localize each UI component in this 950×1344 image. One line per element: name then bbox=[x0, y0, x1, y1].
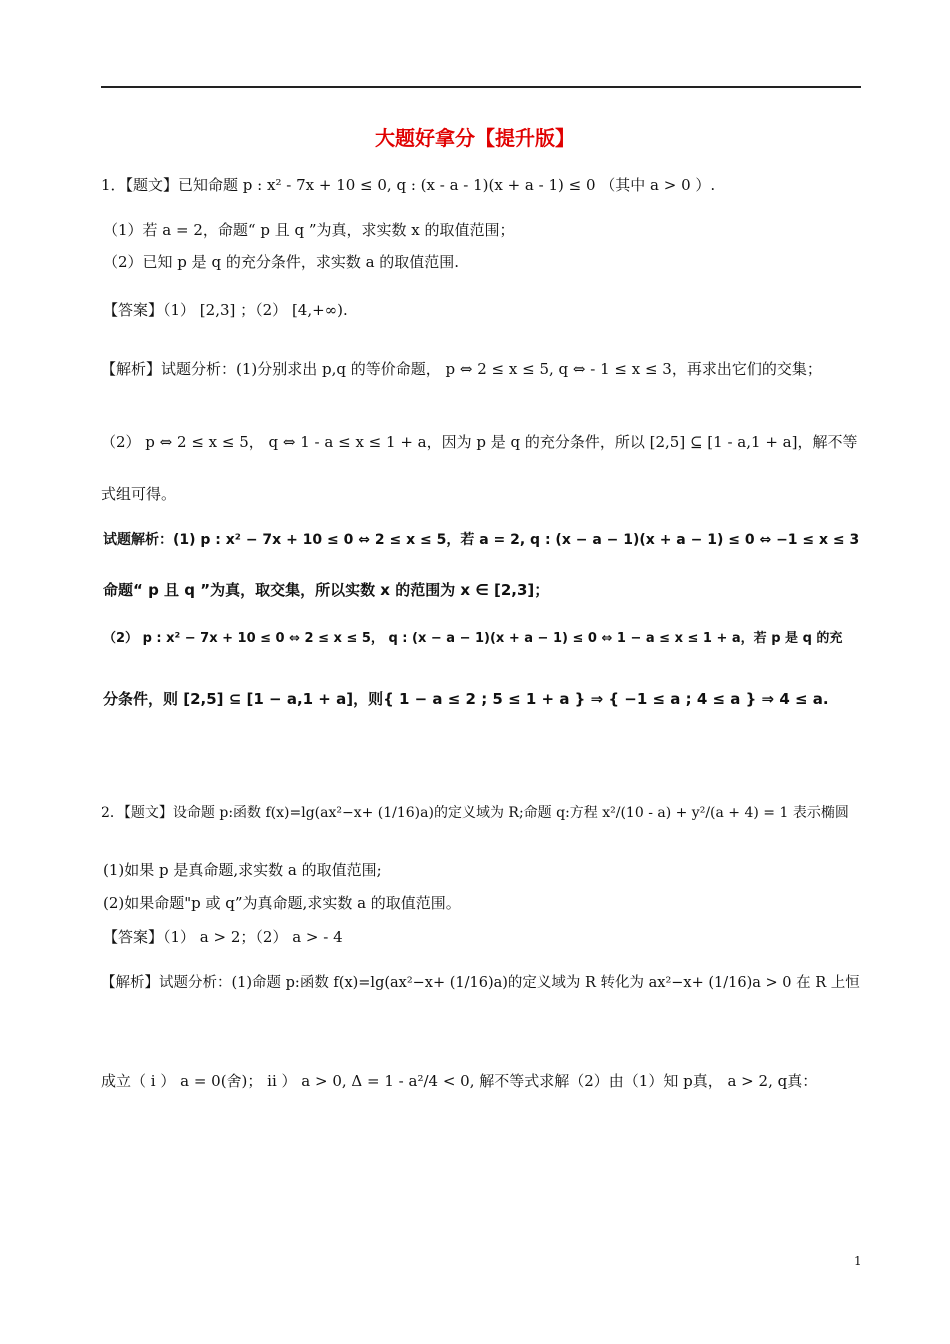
q2-part2: (2)如果命题"p 或 q”为真命题,求实数 a 的取值范围。 bbox=[103, 894, 461, 912]
q1-analysis-line1: 【解析】试题分析：(1)分别求出 p,q 的等价命题， p ⇔ 2 ≤ x ≤ 5, q ⇔ - 1 ≤ x ≤ 3，再求出它们的交集； bbox=[101, 360, 822, 378]
q2-answer: 【答案】（1） a > 2；（2） a > - 4 bbox=[103, 928, 343, 946]
q2-part1: (1)如果 p 是真命题,求实数 a 的取值范围; bbox=[103, 861, 382, 879]
q1-analysis-line2: （2） p ⇔ 2 ≤ x ≤ 5， q ⇔ 1 - a ≤ x ≤ 1 + a，因为 p 是 q 的充分条件，所以 [2,5] ⊆ [1 - a,1 + a]，解不等 bbox=[101, 433, 858, 451]
header-rule bbox=[101, 86, 861, 88]
q1-solution-line2: 命题“ p 且 q ”为真，取交集，所以实数 x 的范围为 x ∈ [2,3]； bbox=[103, 581, 550, 599]
q2-analysis-line2: 成立（ i ） a = 0(舍)； ii ） a > 0, Δ = 1 - a²/4 < 0, 解不等式求解（2）由（1）知 p真， a > 2, q真： bbox=[101, 1072, 818, 1090]
q1-analysis-line3: 式组可得。 bbox=[101, 485, 177, 503]
page-title: 大题好拿分【提升版】 bbox=[375, 126, 575, 150]
q1-solution-line3: （2） p : x² − 7x + 10 ≤ 0 ⇔ 2 ≤ x ≤ 5， q : (x − a − 1)(x + a − 1) ≤ 0 ⇔ 1 − a ≤ x ≤ 1 + a，若 p 是 q 的充 bbox=[103, 631, 843, 646]
q2-stem: 2．【题文】设命题 p:函数 f(x)=lg(ax²−x+ (1/16)a)的定义域为 R;命题 q:方程 x²/(10 - a) + y²/(a + 4) = 1 表示椭圆 bbox=[101, 805, 849, 821]
q1-part1: （1）若 a = 2，命题“ p 且 q ”为真，求实数 x 的取值范围； bbox=[103, 221, 515, 239]
page-number: 1 bbox=[854, 1254, 862, 1268]
q1-stem: 1．【题文】已知命题 p : x² - 7x + 10 ≤ 0, q : (x - a - 1)(x + a - 1) ≤ 0 （其中 a > 0 ）. bbox=[101, 176, 716, 194]
q1-solution-line4: 分条件，则 [2,5] ⊆ [1 − a,1 + a]，则{ 1 − a ≤ 2 ; 5 ≤ 1 + a } ⇒ { −1 ≤ a ; 4 ≤ a } ⇒ 4 ≤ a. bbox=[103, 690, 829, 708]
q1-part2: （2）已知 p 是 q 的充分条件，求实数 a 的取值范围. bbox=[103, 253, 460, 271]
q1-answer: 【答案】（1） [2,3] ；（2） [4,+∞). bbox=[103, 301, 348, 319]
q2-analysis-line1: 【解析】试题分析：(1)命题 p:函数 f(x)=lg(ax²−x+ (1/16)a)的定义域为 R 转化为 ax²−x+ (1/16)a > 0 在 R 上恒 bbox=[101, 975, 860, 991]
q1-solution-line1: 试题解析：(1) p : x² − 7x + 10 ≤ 0 ⇔ 2 ≤ x ≤ 5，若 a = 2, q : (x − a − 1)(x + a − 1) ≤ 0 ⇔ −1 ≤ x ≤ 3 bbox=[103, 532, 860, 548]
